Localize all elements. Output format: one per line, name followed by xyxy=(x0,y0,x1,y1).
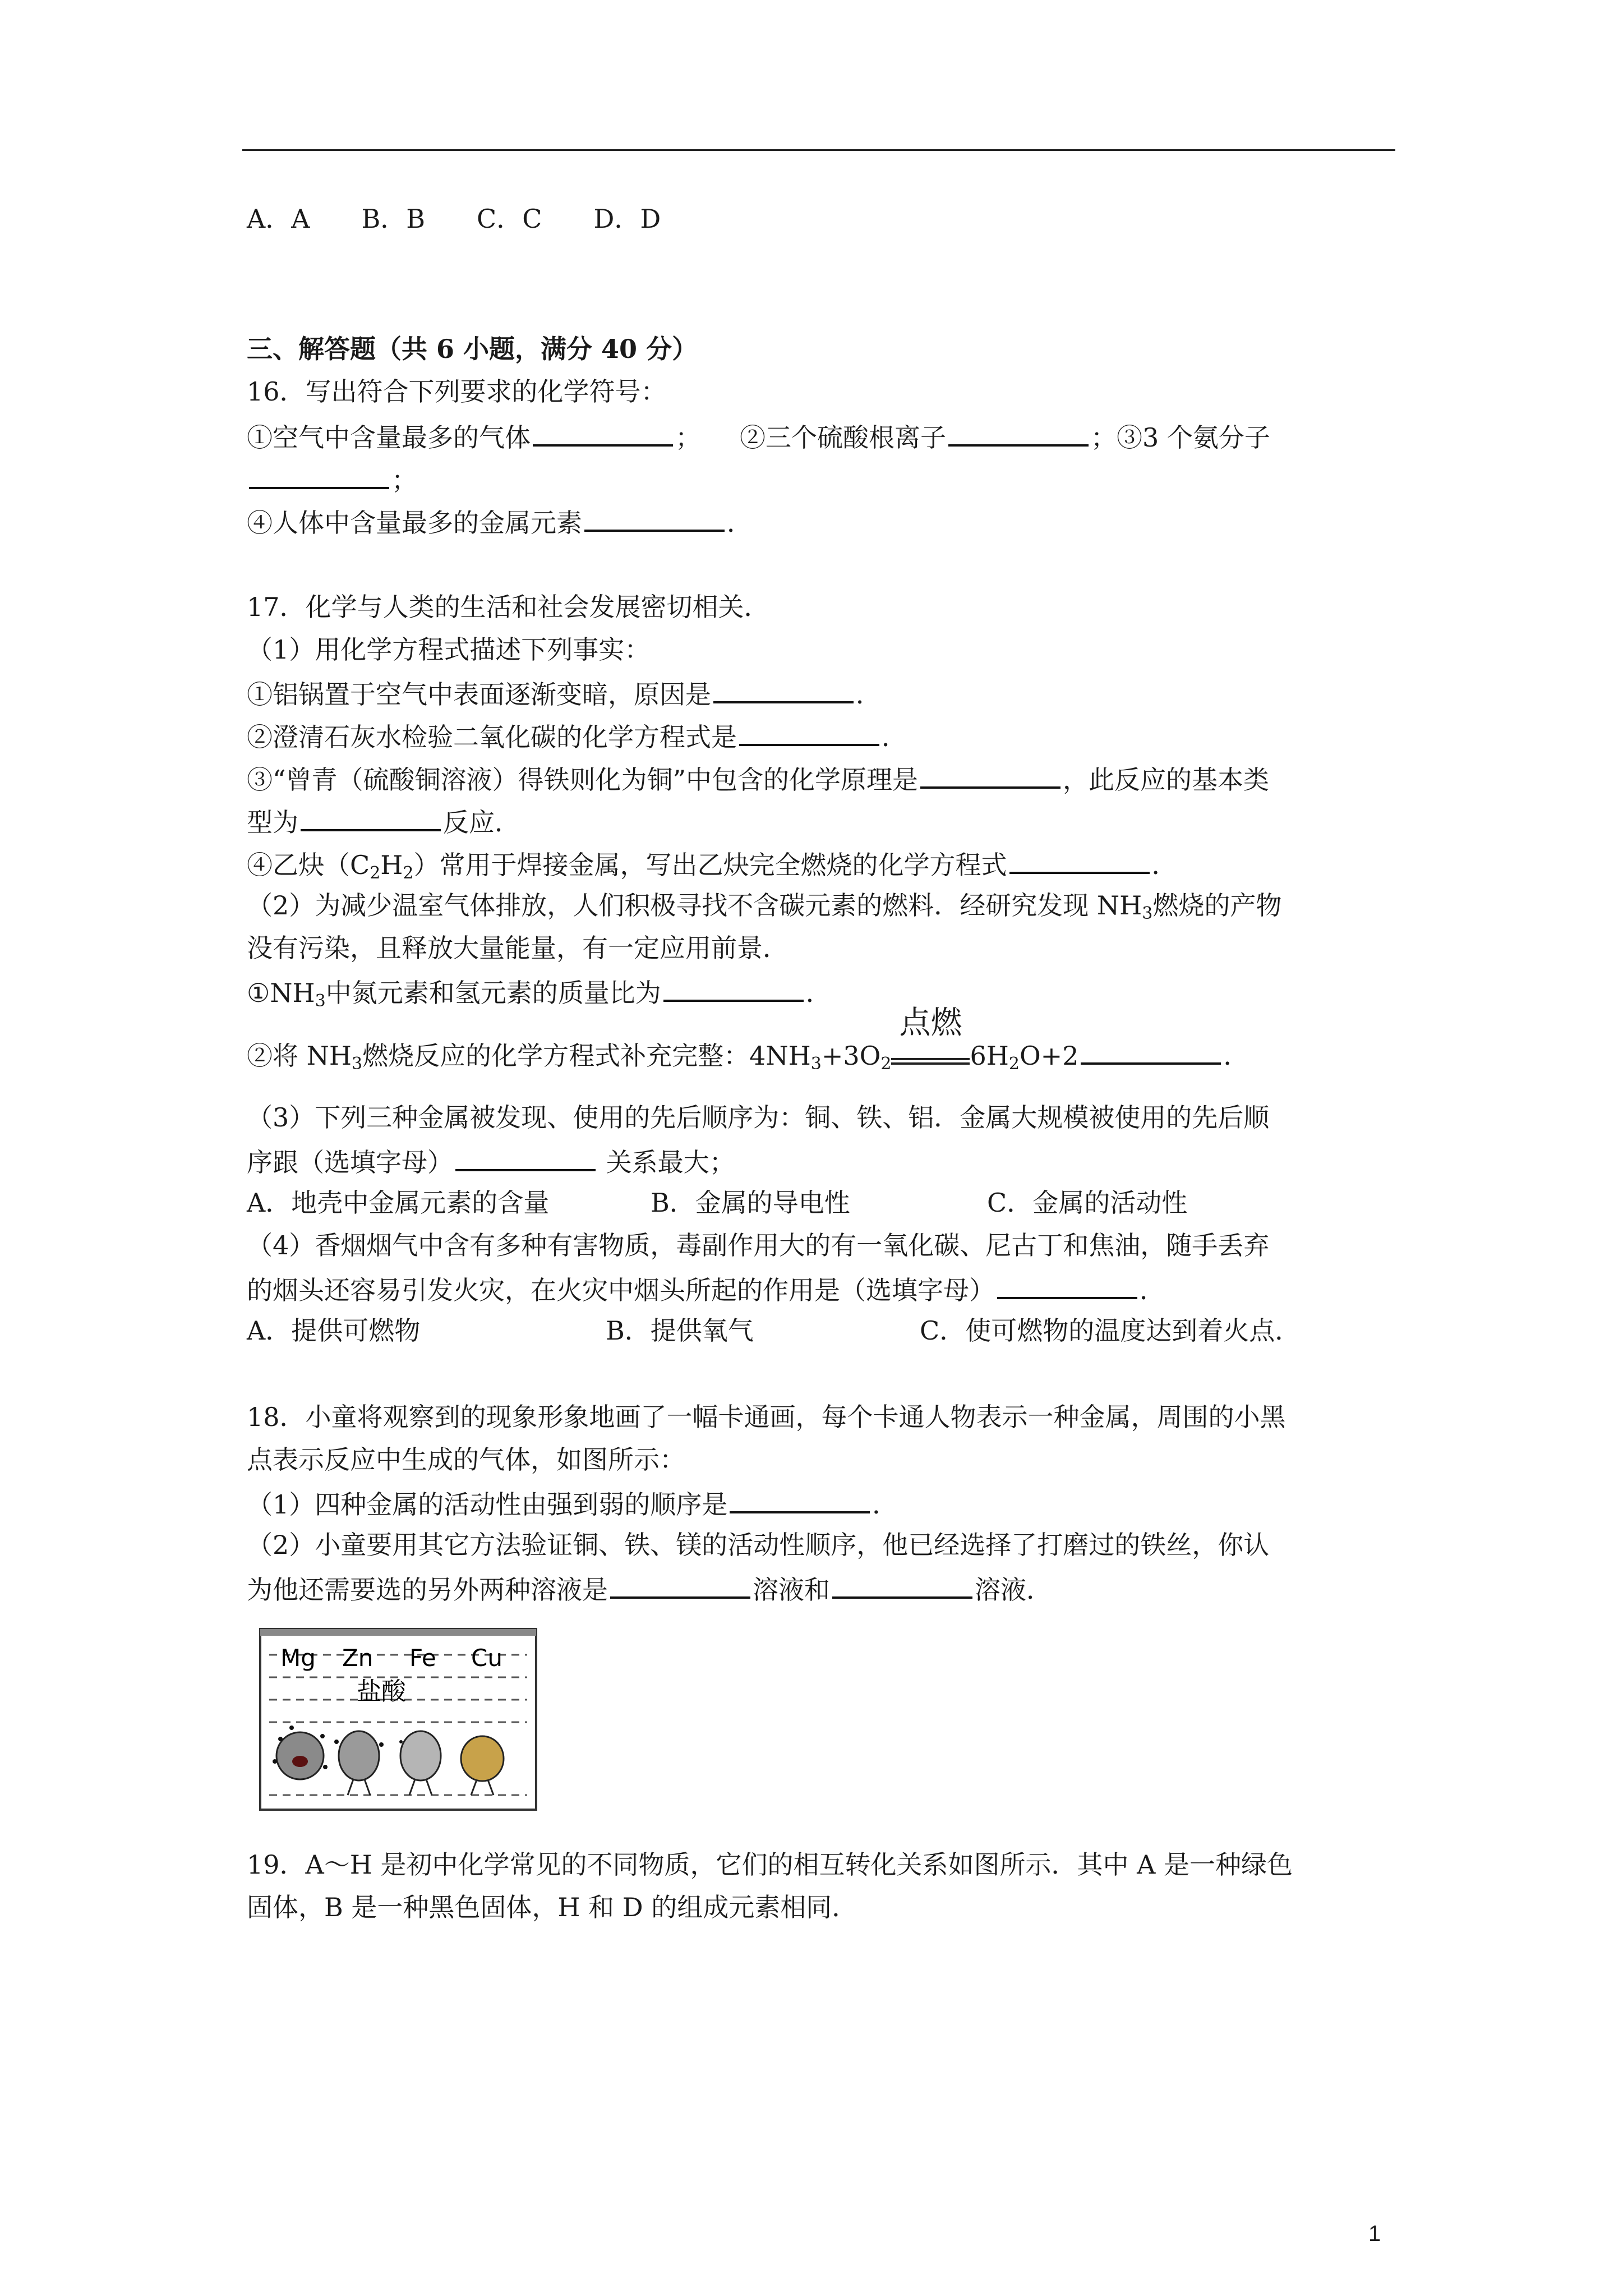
answer-blank[interactable] xyxy=(920,761,1061,789)
metal-label: Zn xyxy=(342,1644,374,1672)
answer-blank[interactable] xyxy=(948,418,1089,447)
answer-blank[interactable] xyxy=(533,418,673,447)
q17-part3-options xyxy=(247,1186,1187,1220)
q17-part2: （2）为减少温室气体排放，人们积极寻找不含碳元素的燃料．经研究发现 $NH_3$燃烧的产物 xyxy=(247,890,1282,923)
option-b: B．金属的导电性 xyxy=(651,1188,850,1218)
q17-1-3: ③“曾青（硫酸铜溶液）得铁则化为铜”中包含的化学原理是 ，此反应的基本类 xyxy=(247,761,1269,797)
answer-blank[interactable] xyxy=(997,1271,1137,1299)
page-number: 1 xyxy=(1368,2221,1381,2246)
q17-1-4: ④乙炔$(C_2H_2)$常用于焊接金属，写出乙炔完全燃烧的化学方程式 ． xyxy=(247,846,1178,890)
q18-stem-cont: 点表示反应中生成的气体，如图所示： xyxy=(247,1444,685,1475)
q17-part2-cont: 没有污染，且释放大量能量，有一定应用前景． xyxy=(247,933,789,963)
acid-label: 盐酸 xyxy=(357,1677,406,1706)
q18-part2-cont: 为他还需要选的另外两种溶液是 溶液和 溶液． xyxy=(247,1571,1052,1607)
answer-blank[interactable] xyxy=(610,1571,750,1599)
header-rule xyxy=(242,149,1395,151)
answer-blank[interactable] xyxy=(301,803,441,831)
q16-line1: ①空气中含量最多的气体 ； ②三个硫酸根离子 ；③3 个氨分子 xyxy=(247,418,1270,454)
option-a: A．提供可燃物 xyxy=(247,1315,421,1346)
answer-blank[interactable] xyxy=(1009,846,1150,874)
metals-in-acid-figure xyxy=(258,1627,538,1812)
q17-2-1: $①NH_3$中氮元素和氢元素的质量比为 ． xyxy=(247,974,832,1018)
reaction-condition: 点燃 xyxy=(899,1005,962,1041)
q16-line3: ④人体中含量最多的金属元素 ． xyxy=(247,504,753,540)
section-title: 三、解答题（共 6 小题，满分 40 分） xyxy=(247,334,698,364)
answer-blank[interactable] xyxy=(739,718,879,746)
q17-part4-options xyxy=(247,1314,1301,1347)
metal-label: Mg xyxy=(280,1644,316,1672)
header-options: A．A B．B C．C D．D xyxy=(247,204,661,234)
answer-blank[interactable] xyxy=(249,461,389,489)
q16-stem: 16．写出符合下列要求的化学符号： xyxy=(247,376,667,407)
metal-label: Cu xyxy=(471,1644,502,1672)
q18-part1: （1）四种金属的活动性由强到弱的顺序是 ． xyxy=(247,1485,898,1521)
option-a: A．地壳中金属元素的含量 xyxy=(247,1188,550,1218)
metal-label: Fe xyxy=(409,1644,436,1672)
q17-stem: 17．化学与人类的生活和社会发展密切相关． xyxy=(247,592,770,622)
q17-part3: （3）下列三种金属被发现、使用的先后顺序为：铜、铁、铝．金属大规模被使用的先后顺 xyxy=(247,1102,1270,1133)
reaction-arrow xyxy=(891,1005,970,1065)
answer-blank[interactable] xyxy=(832,1571,972,1599)
answer-blank[interactable] xyxy=(713,675,854,703)
option-c: C．使可燃物的温度达到着火点． xyxy=(920,1315,1301,1346)
answer-blank[interactable] xyxy=(455,1143,596,1171)
q17-part3-cont: 序跟（选填字母） 关系最大； xyxy=(247,1143,735,1179)
answer-blank[interactable] xyxy=(663,974,804,1002)
q17-part1: （1）用化学方程式描述下列事实： xyxy=(247,634,651,665)
answer-blank[interactable] xyxy=(730,1485,870,1513)
q17-1-3-cont: 型为 反应． xyxy=(247,803,520,839)
q17-part4-cont: 的烟头还容易引发火灾，在火灾中烟头所起的作用是（选填字母） ． xyxy=(247,1271,1165,1307)
beaker-rim xyxy=(260,1629,536,1636)
q17-2-2: ②将 $NH_3$燃烧反应的化学方程式补充完整：$4NH_3+3O_2$ 点燃 $6H_2O+2$ ． xyxy=(247,1005,1249,1074)
answer-blank[interactable] xyxy=(1081,1037,1221,1065)
q17-part4: （4）香烟烟气中含有多种有害物质，毒副作用大的有一氧化碳、尼古丁和焦油，随手丢弃 xyxy=(247,1230,1270,1260)
q19-stem: 19．A～H 是初中化学常见的不同物质，它们的相互转化关系如图所示．其中 A 是一种绿色 xyxy=(247,1849,1293,1880)
q19-stem-cont: 固体，B 是一种黑色固体，H 和 D 的组成元素相同． xyxy=(247,1892,858,1922)
option-b: B．提供氧气 xyxy=(606,1315,754,1346)
q16-line2: ； xyxy=(247,461,417,497)
option-c: C．金属的活动性 xyxy=(987,1188,1188,1218)
q18-stem: 18．小童将观察到的现象形象地画了一幅卡通画，每个卡通人物表示一种金属，周围的小黑 xyxy=(247,1402,1286,1432)
q17-1-1: ①铝锅置于空气中表面逐渐变暗，原因是 ． xyxy=(247,675,882,711)
q18-part2: （2）小童要用其它方法验证铜、铁、镁的活动性顺序，他已经选择了打磨过的铁丝，你认 xyxy=(247,1530,1270,1560)
answer-blank[interactable] xyxy=(584,504,725,532)
q17-1-2: ②澄清石灰水检验二氧化碳的化学方程式是 ． xyxy=(247,718,907,754)
